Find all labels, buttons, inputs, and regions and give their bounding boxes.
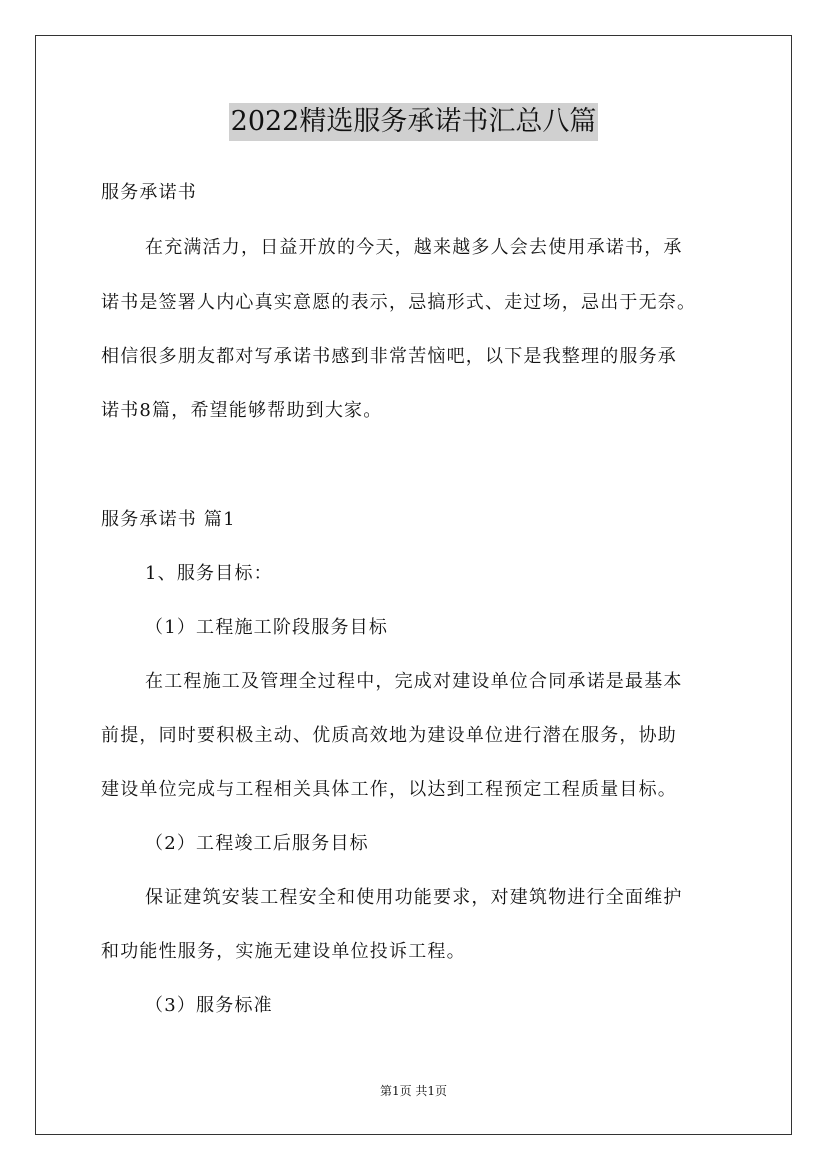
paragraph-line: 诺书8篇，希望能够帮助到大家。 [101, 400, 383, 421]
sub-heading: （3）服务标准 [145, 995, 273, 1016]
paragraph-line: 和功能性服务，实施无建设单位投诉工程。 [101, 941, 466, 962]
sub-heading: （2）工程竣工后服务目标 [145, 833, 369, 854]
paragraph-line: 在工程施工及管理全过程中，完成对建设单位合同承诺是最基本 [145, 671, 683, 692]
list-heading: 1、服务目标： [145, 563, 273, 584]
title-container [0, 103, 827, 141]
page-footer: 第1页 共1页 [379, 1084, 448, 1098]
section-heading: 服务承诺书 [101, 182, 197, 203]
paragraph-line: 前提，同时要积极主动、优质高效地为建设单位进行潜在服务，协助 [101, 725, 677, 746]
paragraph-line: 在充满活力，日益开放的今天，越来越多人会去使用承诺书，承 [145, 237, 683, 258]
paragraph-line: 相信很多朋友都对写承诺书感到非常苦恼吧，以下是我整理的服务承 [101, 346, 677, 367]
section-heading: 服务承诺书 篇1 [101, 509, 236, 530]
document-title: 2022精选服务承诺书汇总八篇 [229, 103, 599, 141]
sub-heading: （1）工程施工阶段服务目标 [145, 617, 389, 638]
paragraph-line: 建设单位完成与工程相关具体工作，以达到工程预定工程质量目标。 [101, 779, 677, 800]
paragraph-line: 诺书是签署人内心真实意愿的表示，忌搞形式、走过场，忌出于无奈。 [101, 292, 697, 313]
paragraph-line: 保证建筑安装工程安全和使用功能要求，对建筑物进行全面维护 [145, 887, 683, 908]
